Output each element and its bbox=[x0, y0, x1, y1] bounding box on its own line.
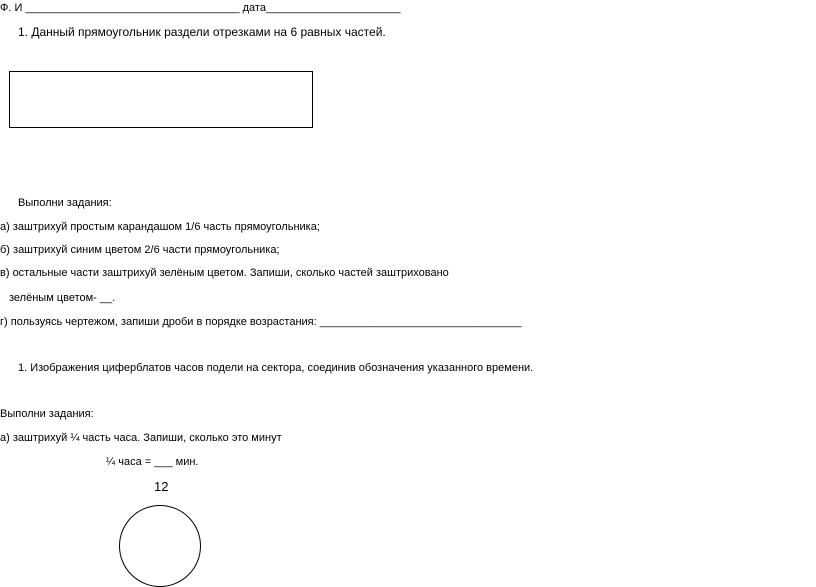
task1-item-a: а) заштрихуй простым карандашом 1/6 часть прямоугольника; bbox=[0, 221, 320, 233]
rectangle-figure bbox=[9, 71, 313, 128]
task1-item-c-cont: зелёным цветом- __. bbox=[9, 292, 116, 304]
task1-item-c: в) остальные части заштрихуй зелёным цветом. Запиши, сколько частей заштриховано bbox=[0, 267, 449, 279]
name-date-line: Ф. И ___________________________________ дата______________________ bbox=[0, 2, 401, 14]
answer-line: ¼ часа = ___ мин. bbox=[106, 456, 199, 468]
task2-subheading: Выполни задания: bbox=[0, 408, 94, 420]
task1-subheading: Выполни задания: bbox=[18, 197, 112, 209]
clock-label-12: 12 bbox=[154, 479, 169, 494]
task1-item-d: г) пользуясь чертежом, запиши дроби в порядке возрастания: _________________________________ bbox=[0, 316, 522, 328]
task1-heading: 1. Данный прямоугольник раздели отрезками на 6 равных частей. bbox=[18, 25, 386, 39]
task2-heading: 1. Изображения циферблатов часов подели на сектора, соединив обозначения указанного времени. bbox=[18, 362, 534, 374]
task1-item-b: б) заштрихуй синим цветом 2/6 части прямоугольника; bbox=[0, 244, 280, 256]
clock-face bbox=[119, 505, 201, 587]
task2-item-a: а) заштрихуй ¼ часть часа. Запиши, сколько это минут bbox=[0, 432, 282, 444]
